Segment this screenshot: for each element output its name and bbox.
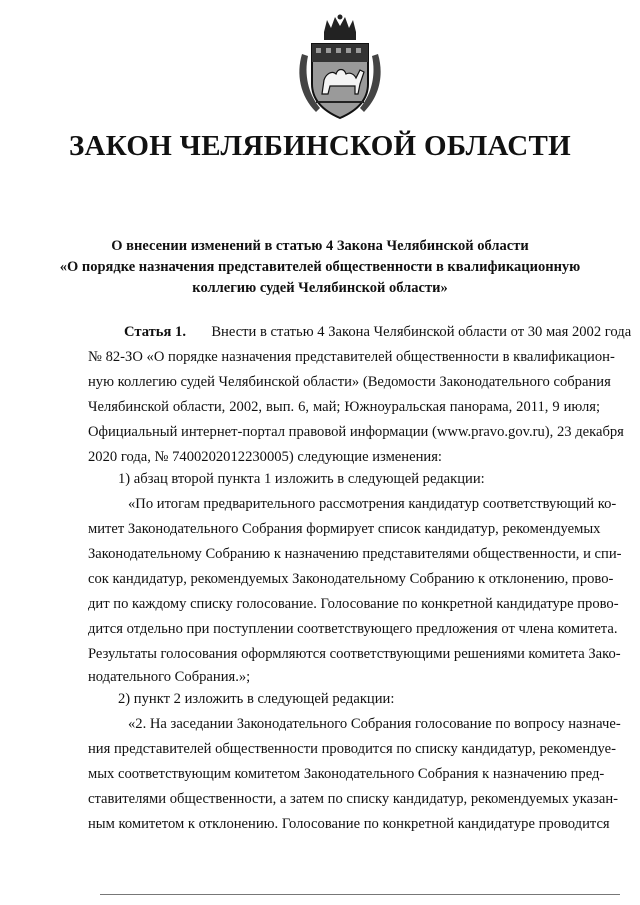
body-line: дит по каждому списку голосование. Голосование по конкретной кандидатуре прово- <box>88 596 619 612</box>
subject-line: коллегию судей Челябинской области» <box>192 280 448 296</box>
body-line: 2020 года, № 7400202012230005) следующие изменения: <box>88 449 442 465</box>
article-label: Статья 1. <box>124 324 186 340</box>
scan-edge-line <box>100 894 620 895</box>
subject-line: «О порядке назначения представителей общественности в квалификационную <box>59 259 581 275</box>
body-line: Результаты голосования оформляются соответствующими решениями комитета Зако- <box>88 646 621 662</box>
body-line: «По итогам предварительного рассмотрения кандидатур соответствующий ко- <box>128 496 617 512</box>
body-line: ным комитетом к отклонению. Голосование по конкретной кандидатуре проводится <box>88 816 610 832</box>
article-1-first-line <box>124 323 632 341</box>
body-line: ния представителей общественности проводится по списку кандидатур, рекомендуе- <box>88 741 616 757</box>
body-line: «2. На заседании Законодательного Собрания голосование по вопросу назначе- <box>128 716 621 732</box>
coat-of-arms-emblem <box>294 14 386 122</box>
crown-icon <box>324 15 356 41</box>
body-line: митет Законодательного Собрания формирует список кандидатур, рекомендуемых <box>88 521 601 537</box>
body-line: ную коллегию судей Челябинской области» (Ведомости Законодательного собрания <box>88 374 611 390</box>
body-line: Официальный интернет-портал правовой информации (www.pravo.gov.ru), 23 декабря <box>88 424 624 440</box>
list-item-1: 1) абзац второй пункта 1 изложить в следующей редакции: <box>118 471 485 487</box>
body-line: дится отдельно при поступлении соответствующего предложения от члена комитета. <box>88 621 618 637</box>
body-line: сок кандидатур, рекомендуемых Законодательному Собранию к отклонению, прово- <box>88 571 614 587</box>
subject-line: О внесении изменений в статью 4 Закона Челябинской области <box>111 238 529 254</box>
body-line: № 82-ЗО «О порядке назначения представителей общественности в квалификацион- <box>88 349 615 365</box>
law-subject-heading <box>0 236 640 299</box>
body-line: Челябинской области, 2002, вып. 6, май; Южноуральская панорама, 2011, 9 июля; <box>88 399 600 415</box>
list-item-2: 2) пункт 2 изложить в следующей редакции: <box>118 691 395 707</box>
body-text: Внести в статью 4 Закона Челябинской области от 30 мая 2002 года <box>211 324 632 340</box>
law-title: ЗАКОН ЧЕЛЯБИНСКОЙ ОБЛАСТИ <box>68 130 572 162</box>
body-line: мых соответствующим комитетом Законодательного Собрания к назначению пред- <box>88 766 605 782</box>
body-line: нодательного Собрания.»; <box>88 669 251 685</box>
body-line: Законодательному Собранию к назначению представителями общественности, и спи- <box>88 546 622 562</box>
body-line: ставителями общественности, а затем по списку кандидатур, рекомендуемых указан- <box>88 791 619 807</box>
